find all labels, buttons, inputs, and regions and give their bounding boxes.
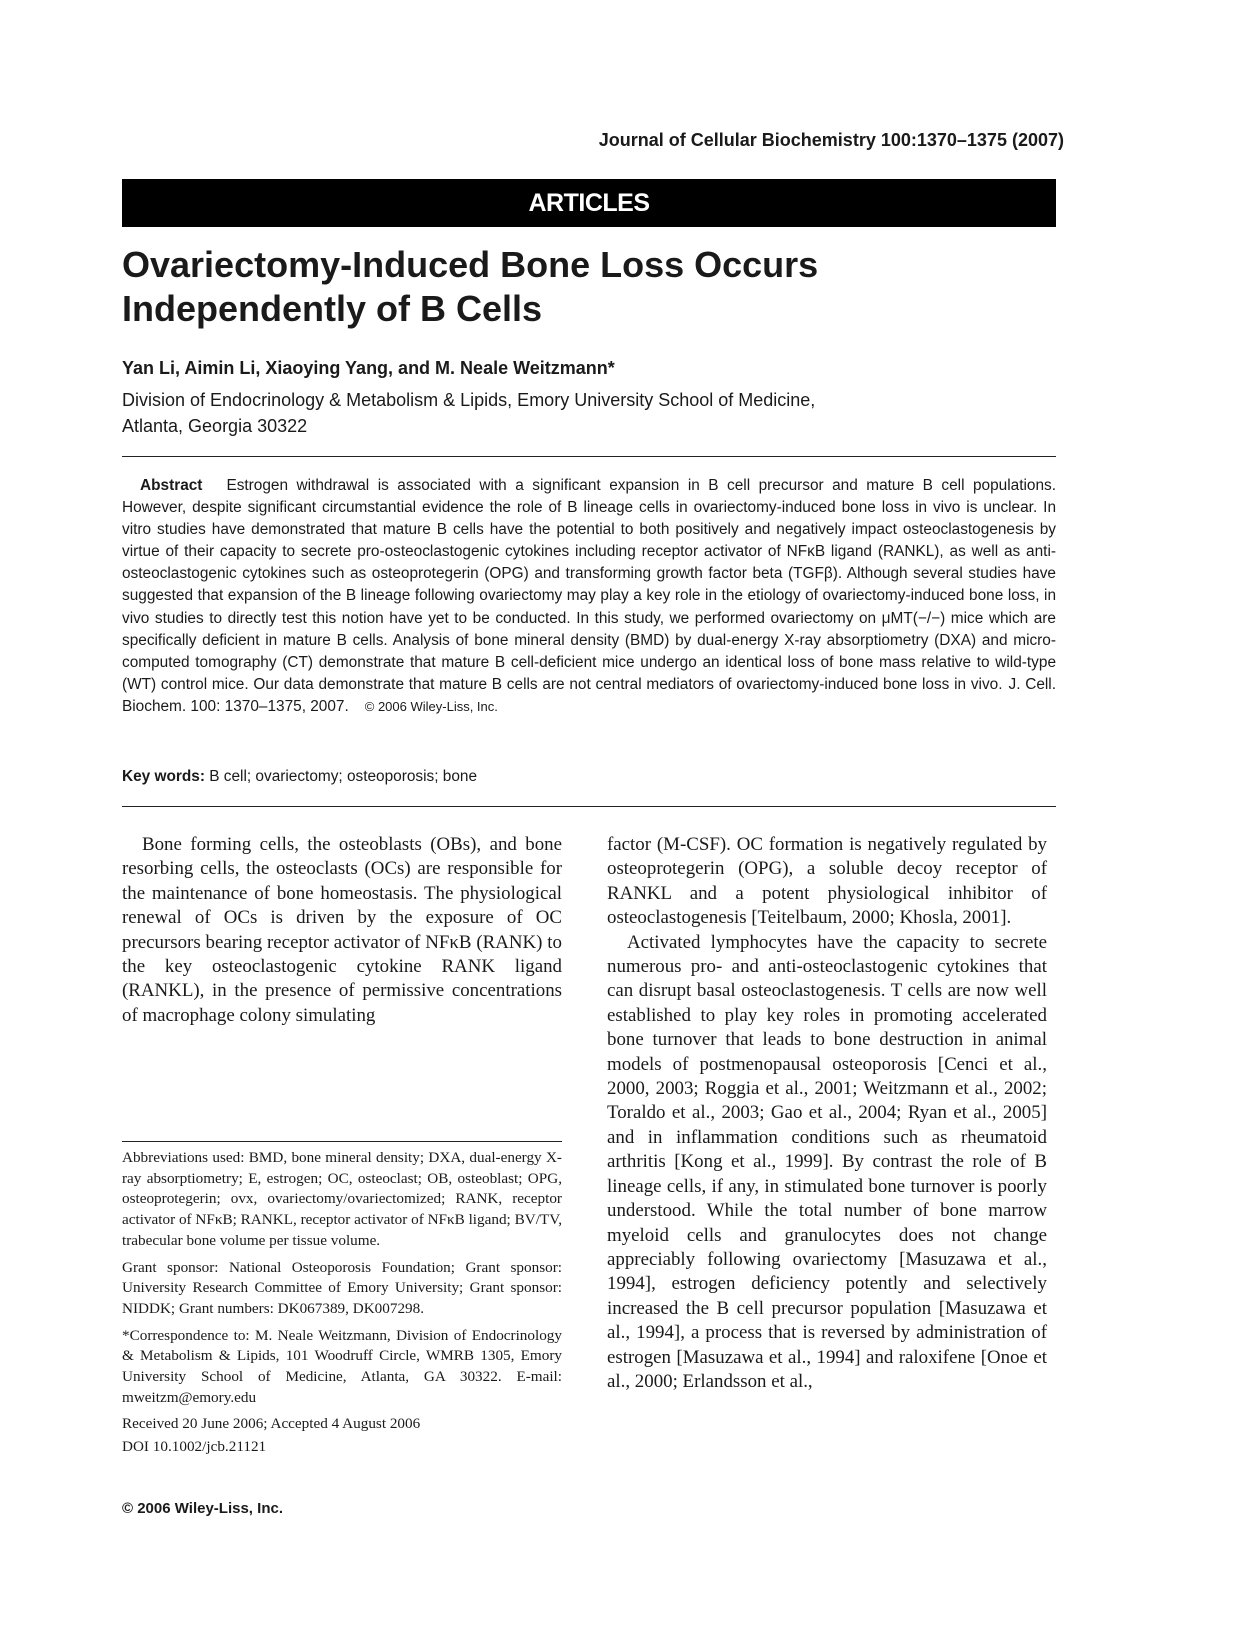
- section-banner: ARTICLES: [122, 179, 1056, 227]
- divider-top: [122, 456, 1056, 457]
- abstract: [122, 475, 1056, 718]
- abstract-citation: J. Cell. Biochem. 100: 1370–1375, 2007.: [122, 675, 1057, 715]
- footnote-copyright: © 2006 Wiley-Liss, Inc.: [122, 1500, 283, 1517]
- abbreviations-note: Abbreviations used: BMD, bone mineral density; DXA, dual-energy X-ray absorptiometry; E, estrogen; OC, osteoclast; OB, osteoblast; OPG, osteoprotegerin; ovx, ovariectomy/ovariectomized; RANK, receptor activator of NFκB; RANKL, receptor activator of NFκB ligand; BV/TV, trabecular bone volume per tissue volume.: [122, 1149, 562, 1249]
- body-paragraph: Activated lymphocytes have the capacity to secrete numerous pro- and anti-osteoclastogenic cytokines that can disrupt basal osteoclastogenesis. T cells are now well established to play key roles in promoting accelerated bone turnover that leads to bone destruction in animal models of postmenopausal osteoporosis [Cenci et al., 2000, 2003; Roggia et al., 2001; Weitzmann et al., 2002; Toraldo et al., 2003; Gao et al., 2004; Ryan et al., 2005] and in inflammation conditions such as rheumatoid arthritis [Kong et al., 1999]. By contrast the role of B lineage cells, if any, in stimulated bone turnover is poorly understood. While the total number of bone marrow myeloid cells and granulocytes does not change appreciably following ovariectomy [Masuzawa et al., 1994], estrogen deficiency potently and selectively increased the B cell precursor population [Masuzawa et al., 1994], a process that is reversed by administration of estrogen [Masuzawa et al., 1994] and raloxifene [Onoe et al., 2000; Erlandsson et al.,: [607, 931, 1047, 1392]
- affiliation-line-1: Division of Endocrinology & Metabolism & Lipids, Emory University School of Medicine,: [122, 390, 816, 410]
- article-title: [122, 243, 1022, 331]
- correspondence-note: *Correspondence to: M. Neale Weitzmann, Division of Endocrinology & Metabolism & Lipids, 101 Woodruff Circle, WMRB 1305, Emory University School of Medicine, Atlanta, GA 30322. E-mail: mweitzm@emory.edu: [122, 1326, 562, 1406]
- author-list: Yan Li, Aimin Li, Xiaoying Yang, and M. Neale Weitzmann*: [122, 358, 615, 378]
- title-line-2: Independently of B Cells: [122, 288, 543, 329]
- doi-note: DOI 10.1002/jcb.21121: [122, 1438, 267, 1456]
- body-paragraph: factor (M-CSF). OC formation is negatively regulated by osteoprotegerin (OPG), a soluble decoy receptor of RANKL and a potent physiological inhibitor of osteoclastogenesis [Teitelbaum, 2000; Khosla, 2001].: [607, 834, 1047, 929]
- affiliation: [122, 387, 982, 439]
- keywords-label: Key words:: [122, 768, 205, 785]
- footnote-divider: [122, 1141, 562, 1142]
- body-paragraph: Bone forming cells, the osteoblasts (OBs), and bone resorbing cells, the osteoclasts (OCs) are responsible for the maintenance of bone homeostasis. The physiological renewal of OCs is driven by the exposure of OC precursors bearing receptor activator of NFκB (RANK) to the key osteoclastogenic cytokine RANK ligand (RANKL), in the presence of permissive concentrations of macrophage colony simulating: [122, 834, 562, 1026]
- keywords-text: B cell; ovariectomy; osteoporosis; bone: [209, 768, 478, 785]
- abstract-label: Abstract: [140, 477, 203, 494]
- divider-bottom: [122, 806, 1056, 807]
- abstract-text: Estrogen withdrawal is associated with a significant expansion in B cell precursor and mature B cell populations. However, despite significant circumstantial evidence the role of B lineage cells in ovariectomy-induced bone loss in vivo is unclear. In vitro studies have demonstrated that mature B cells have the potential to both positively and negatively impact osteoclastogenesis by virtue of their capacity to secrete pro-osteoclastogenic cytokines including receptor activator of NFκB ligand (RANKL), as well as anti-osteoclastogenic cytokines such as osteoprotegerin (OPG) and transforming growth factor beta (TGFβ). Although several studies have suggested that expansion of the B lineage following ovariectomy may play a key role in the etiology of ovariectomy-induced bone loss, in vivo studies to directly test this notion have yet to be conducted. In this study, we performed ovariectomy on μMT(−/−) mice which are specifically deficient in mature B cells. Analysis of bone mineral density (BMD) by dual-energy X-ray absorptiometry (DXA) and micro-computed tomography (CT) demonstrate that mature B cell-deficient mice undergo an identical loss of bone mass relative to wild-type (WT) control mice. Our data demonstrate that mature B cells are not central mediators of ovariectomy-induced bone loss in vivo.: [122, 477, 1056, 693]
- footnotes: [122, 1148, 562, 1460]
- body-column-right: [607, 833, 1047, 1394]
- keywords: [122, 768, 477, 786]
- title-line-1: Ovariectomy-Induced Bone Loss Occurs: [122, 244, 819, 285]
- grant-note: Grant sponsor: National Osteoporosis Foundation; Grant sponsor: University Research Committee of Emory University; Grant sponsor: NIDDK; Grant numbers: DK067389, DK007298.: [122, 1258, 562, 1317]
- abstract-copyright: © 2006 Wiley-Liss, Inc.: [364, 698, 498, 714]
- affiliation-line-2: Atlanta, Georgia 30322: [122, 416, 308, 436]
- journal-citation: Journal of Cellular Biochemistry 100:1370–1375 (2007): [598, 130, 1064, 150]
- received-note: Received 20 June 2006; Accepted 4 August 2006: [122, 1415, 421, 1433]
- body-column-left: [122, 833, 562, 1028]
